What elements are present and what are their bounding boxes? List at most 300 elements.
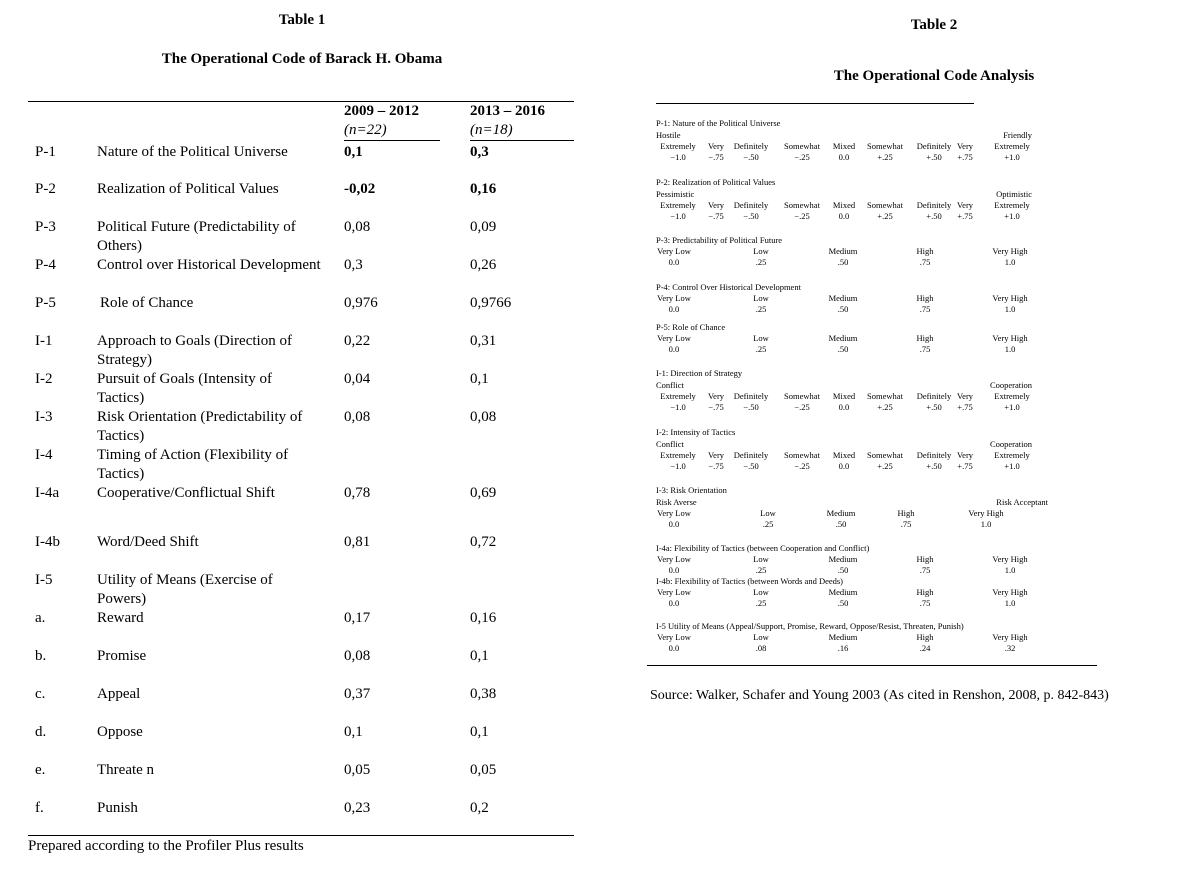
scale-point-value: 0.0 — [668, 257, 680, 267]
scale-point-value: 0.0 — [668, 344, 680, 354]
row-value-2013-2016: 0,31 — [470, 333, 497, 349]
scale-point-value: 0.0 — [838, 461, 850, 471]
scale-point-value: .50 — [837, 598, 849, 608]
scale-row — [656, 141, 1036, 165]
scale-point — [829, 632, 858, 654]
scale-point — [753, 587, 769, 609]
scale-point-label: Definitely — [733, 391, 769, 401]
scale-point-value: −1.0 — [670, 211, 686, 221]
scale-point-label: High — [916, 293, 934, 303]
scale-point-label: Definitely — [733, 450, 769, 460]
scale-row — [656, 554, 1036, 578]
scale-point-value: .32 — [1004, 643, 1016, 653]
scale-point-value: 1.0 — [1004, 565, 1016, 575]
scale-point — [992, 587, 1027, 609]
scale-point-value: −.75 — [708, 402, 724, 412]
right-pole: Risk Acceptant — [996, 497, 1048, 507]
row-code: I-1 — [35, 333, 53, 349]
scale-point-value: .25 — [755, 598, 767, 608]
scale-point — [660, 450, 695, 472]
scale-point-value: −.25 — [794, 211, 810, 221]
scale-point-label: High — [897, 508, 915, 518]
scale-point-value: +1.0 — [1004, 461, 1020, 471]
scale-row — [656, 508, 1036, 532]
row-value-2009-2012: 0,17 — [344, 610, 371, 626]
row-value-2013-2016: 0,38 — [470, 686, 497, 702]
scale-point-value: +.25 — [877, 402, 893, 412]
row-value-2009-2012: 0,1 — [344, 724, 363, 740]
scale-point — [992, 246, 1027, 268]
scale-point — [829, 587, 858, 609]
scale-point-label: Medium — [828, 246, 858, 256]
scale-title: I-5 Utility of Means (Appeal/Support, Promise, Reward, Oppose/Resist, Threaten, Punish) — [656, 621, 964, 631]
row-label: Approach to Goals (Direction of Strategy) — [97, 333, 292, 368]
scale-point-value: +1.0 — [1004, 152, 1020, 162]
scale-point — [657, 333, 691, 355]
scale-point-label: Definitely — [733, 141, 769, 151]
scale-point-label: Very Low — [657, 246, 691, 256]
scale-point — [660, 200, 695, 222]
scale-row — [656, 293, 1036, 317]
row-value-2009-2012: 0,05 — [344, 762, 371, 778]
scale-point-value: 0.0 — [838, 152, 850, 162]
row-code: a. — [35, 610, 46, 626]
scale-point-value: 1.0 — [1004, 304, 1016, 314]
scale-point — [753, 554, 769, 576]
row-value-2009-2012: 0,08 — [344, 219, 371, 235]
table1-col2-n: (n=18) — [470, 122, 513, 138]
row-code: I-2 — [35, 371, 53, 387]
row-label: Control over Historical Development — [97, 257, 321, 273]
right-pole: Cooperation — [989, 439, 1032, 449]
scale-point — [827, 508, 856, 530]
table1-col2-header-rule — [470, 140, 574, 141]
scale-point — [734, 450, 768, 472]
row-code: f. — [35, 800, 44, 816]
row-label: Threate n — [97, 762, 155, 778]
table1-top-rule — [28, 101, 574, 102]
table1-row — [0, 609, 600, 647]
scale-point-label: Low — [753, 587, 769, 597]
scale-point — [708, 141, 724, 163]
right-pole: Cooperation — [989, 380, 1032, 390]
scale-point-value: −.25 — [794, 461, 810, 471]
table1-row — [0, 799, 600, 837]
table1-row — [0, 332, 600, 370]
scale-point — [734, 141, 768, 163]
scale-point — [957, 200, 973, 222]
row-value-2009-2012: 0,3 — [344, 257, 363, 273]
row-label: Pursuit of Goals (Intensity of Tactics) — [97, 371, 272, 406]
row-value-2009-2012: 0,08 — [344, 409, 371, 425]
row-value-2013-2016: 0,09 — [470, 219, 497, 235]
scale-row — [656, 246, 1036, 270]
scale-point — [829, 246, 858, 268]
scale-point-label: Very — [956, 450, 974, 460]
scale-point-value: .75 — [919, 565, 931, 575]
scale-point-value: 0.0 — [668, 565, 680, 575]
scale-point — [917, 450, 951, 472]
scale-point — [784, 450, 820, 472]
table1-row — [0, 484, 600, 522]
row-code: P-5 — [35, 295, 56, 311]
scale-point — [829, 333, 858, 355]
scale-point-label: Very — [707, 141, 725, 151]
scale-point-label: Somewhat — [784, 450, 820, 460]
row-code: P-1 — [35, 144, 56, 160]
scale-point — [992, 333, 1027, 355]
scale-point-label: Very Low — [657, 554, 691, 564]
scale-point — [992, 554, 1027, 576]
row-value-2009-2012: 0,1 — [344, 144, 363, 160]
scale-row — [656, 450, 1036, 474]
scale-point-value: .75 — [919, 257, 931, 267]
scale-point-value: .75 — [919, 344, 931, 354]
table1-row — [0, 408, 600, 446]
row-code: I-4b — [35, 534, 60, 550]
scale-point — [867, 200, 903, 222]
scale-point-value: .16 — [837, 643, 849, 653]
scale-point — [829, 293, 858, 315]
scale-point-label: High — [916, 587, 934, 597]
scale-point — [657, 554, 691, 576]
scale-point-label: Low — [753, 632, 769, 642]
scale-point-label: High — [916, 333, 934, 343]
scale-point-value: .75 — [900, 519, 912, 529]
scale-point — [833, 200, 855, 222]
scale-point-value: 0.0 — [668, 643, 680, 653]
scale-point-value: 0.0 — [838, 402, 850, 412]
table1-col1-n: (n=22) — [344, 122, 387, 138]
scale-point-label: Mixed — [832, 200, 856, 210]
scale-point-label: Very Low — [657, 293, 691, 303]
scale-point-value: .25 — [755, 257, 767, 267]
row-value-2013-2016: 0,16 — [470, 181, 497, 197]
table1-footnote: Prepared according to the Profiler Plus results — [28, 838, 304, 854]
scale-point — [917, 632, 934, 654]
scale-point-label: Extremely — [660, 200, 696, 210]
scale-point-label: Medium — [828, 333, 858, 343]
scale-point-value: −.50 — [743, 152, 759, 162]
table1-subtitle: The Operational Code of Barack H. Obama — [161, 51, 443, 67]
scale-point-label: Extremely — [660, 450, 696, 460]
scale-point-value: 0.0 — [668, 598, 680, 608]
row-label: Oppose — [97, 724, 143, 740]
row-code: P-3 — [35, 219, 56, 235]
scale-point-value: +.50 — [926, 461, 942, 471]
scale-point-label: Definitely — [916, 200, 952, 210]
scale-point-label: Very Low — [657, 587, 691, 597]
table1-row — [0, 761, 600, 799]
row-code: d. — [35, 724, 47, 740]
scale-point-value: .25 — [755, 565, 767, 575]
table1-row — [0, 294, 600, 332]
scale-point-label: Mixed — [832, 450, 856, 460]
row-label: Reward — [97, 610, 144, 626]
scale-point — [867, 450, 903, 472]
table1-row — [0, 218, 600, 256]
scale-point-label: Very Low — [657, 632, 691, 642]
scale-title: P-5: Role of Chance — [656, 322, 726, 332]
scale-point — [829, 554, 858, 576]
scale-title: P-2: Realization of Political Values — [656, 177, 776, 187]
scale-point-label: Low — [753, 246, 769, 256]
scale-point-value: .50 — [837, 304, 849, 314]
row-code: P-4 — [35, 257, 56, 273]
row-value-2009-2012: 0,37 — [344, 686, 371, 702]
table1-row — [0, 533, 600, 571]
row-label: Promise — [97, 648, 147, 664]
scale-point-label: Very High — [992, 554, 1028, 564]
row-label: Utility of Means (Exercise of Powers) — [97, 572, 273, 607]
scale-row — [656, 587, 1036, 611]
row-code: e. — [35, 762, 46, 778]
scale-point-label: Medium — [828, 293, 858, 303]
scale-point — [708, 391, 724, 413]
scale-point-label: Definitely — [916, 141, 952, 151]
row-label: Timing of Action (Flexibility of Tactics) — [97, 447, 289, 482]
scale-point-label: Very High — [992, 632, 1028, 642]
row-label: Political Future (Predictability of Others) — [97, 219, 296, 254]
scale-title: P-4: Control Over Historical Development — [656, 282, 801, 292]
scale-point-label: Somewhat — [867, 391, 903, 401]
scale-title: I-4a: Flexibility of Tactics (between Cooperation and Conflict) — [656, 543, 870, 553]
scale-point — [784, 200, 820, 222]
scale-point — [753, 333, 769, 355]
scale-point-label: Medium — [828, 632, 858, 642]
left-pole: Conflict — [656, 380, 684, 390]
scale-point — [992, 632, 1027, 654]
scale-point-label: Very Low — [657, 333, 691, 343]
scale-point — [753, 293, 769, 315]
scale-point — [917, 391, 951, 413]
scale-point — [734, 200, 768, 222]
scale-point — [898, 508, 915, 530]
scale-point-value: 1.0 — [1004, 257, 1016, 267]
scale-point-value: +1.0 — [1004, 402, 1020, 412]
scale-point-label: Low — [753, 293, 769, 303]
scale-point-label: Low — [753, 554, 769, 564]
scale-point — [917, 587, 934, 609]
scale-point-label: Very — [956, 141, 974, 151]
scale-title: I-1: Direction of Strategy — [656, 368, 743, 378]
row-label: Punish — [97, 800, 138, 816]
row-value-2013-2016: 0,2 — [470, 800, 489, 816]
scale-point-value: .08 — [755, 643, 767, 653]
row-label: Risk Orientation (Predictability of Tactics) — [97, 409, 303, 444]
scale-point — [917, 246, 934, 268]
scale-point-label: Extremely — [994, 450, 1030, 460]
left-pole: Risk Averse — [656, 497, 697, 507]
scale-point — [917, 293, 934, 315]
row-code: c. — [35, 686, 46, 702]
table2-top-rule — [656, 103, 974, 104]
scale-point-value: .25 — [755, 304, 767, 314]
scale-point — [784, 141, 820, 163]
scale-point-label: Medium — [828, 587, 858, 597]
row-label: Realization of Political Values — [97, 181, 279, 197]
scale-point-label: Very High — [992, 587, 1028, 597]
table2-subtitle: The Operational Code Analysis — [833, 68, 1035, 84]
scale-point-value: −1.0 — [670, 402, 686, 412]
scale-point — [657, 293, 691, 315]
left-pole: Pessimistic — [656, 189, 695, 199]
scale-point-label: Medium — [828, 554, 858, 564]
scale-point-label: Definitely — [916, 450, 952, 460]
scale-point — [917, 141, 951, 163]
scale-point-value: −1.0 — [670, 152, 686, 162]
table1-col1-header: 2009 – 2012 — [344, 103, 419, 119]
table1-col1-header-rule — [344, 140, 440, 141]
row-value-2013-2016: 0,26 — [470, 257, 497, 273]
scale-point-label: Extremely — [994, 141, 1030, 151]
scale-point-label: Very — [956, 391, 974, 401]
scale-point-label: Somewhat — [867, 200, 903, 210]
scale-point — [968, 508, 1003, 530]
scale-row — [656, 200, 1036, 224]
row-code: P-2 — [35, 181, 56, 197]
scale-point — [833, 141, 855, 163]
scale-point-label: Somewhat — [784, 141, 820, 151]
scale-point-value: −.50 — [743, 402, 759, 412]
scale-point-label: Mixed — [832, 141, 856, 151]
scale-point — [734, 391, 768, 413]
row-value-2013-2016: 0,9766 — [470, 295, 512, 311]
scale-point-label: Somewhat — [784, 391, 820, 401]
scale-point — [760, 508, 776, 530]
scale-point — [753, 632, 769, 654]
scale-point — [657, 587, 691, 609]
table1-row — [0, 370, 600, 408]
scale-point-label: Very Low — [657, 508, 691, 518]
scale-point-value: .50 — [837, 565, 849, 575]
scale-point-label: Extremely — [660, 141, 696, 151]
row-value-2013-2016: 0,3 — [470, 144, 489, 160]
row-code: b. — [35, 648, 47, 664]
scale-point — [994, 200, 1029, 222]
scale-point-value: −.75 — [708, 461, 724, 471]
row-value-2013-2016: 0,05 — [470, 762, 497, 778]
table1-row — [0, 685, 600, 723]
scale-point-value: 0.0 — [838, 211, 850, 221]
scale-point — [657, 508, 691, 530]
row-value-2009-2012: 0,78 — [344, 485, 371, 501]
row-value-2009-2012: 0,08 — [344, 648, 371, 664]
row-label: Role of Chance — [100, 295, 194, 311]
scale-point-value: +.25 — [877, 461, 893, 471]
row-value-2009-2012: 0,04 — [344, 371, 371, 387]
scale-point-label: Very High — [992, 246, 1028, 256]
row-value-2009-2012: 0,976 — [344, 295, 378, 311]
scale-point — [867, 391, 903, 413]
scale-point-value: −.75 — [708, 152, 724, 162]
scale-point — [708, 450, 724, 472]
scale-point-label: Very High — [968, 508, 1004, 518]
scale-title: I-4b: Flexibility of Tactics (between Words and Deeds) — [656, 576, 844, 586]
scale-point-value: .50 — [835, 519, 847, 529]
row-value-2013-2016: 0,72 — [470, 534, 497, 550]
scale-point — [657, 246, 691, 268]
scale-point-label: Mixed — [832, 391, 856, 401]
table1-row — [0, 256, 600, 294]
table1-bottom-rule — [28, 835, 574, 836]
row-value-2013-2016: 0,69 — [470, 485, 497, 501]
scale-point-label: Very High — [992, 333, 1028, 343]
scale-point-value: −.25 — [794, 402, 810, 412]
scale-point — [994, 141, 1029, 163]
scale-point — [753, 246, 769, 268]
scale-point-value: +1.0 — [1004, 211, 1020, 221]
table1-title: Table 1 — [278, 12, 326, 28]
scale-title: P-1: Nature of the Political Universe — [656, 118, 781, 128]
table1-row — [0, 723, 600, 761]
scale-point-label: Somewhat — [867, 450, 903, 460]
table1-row — [0, 180, 600, 218]
scale-title: I-3: Risk Orientation — [656, 485, 727, 495]
scale-point-label: High — [916, 632, 934, 642]
scale-point — [957, 391, 973, 413]
scale-point-value: 0.0 — [668, 519, 680, 529]
scale-point — [708, 200, 724, 222]
right-pole: Optimistic — [996, 189, 1032, 199]
scale-point-value: +.75 — [957, 402, 973, 412]
row-code: I-5 — [35, 572, 53, 588]
table2-title: Table 2 — [910, 17, 958, 33]
scale-point-value: .25 — [762, 519, 774, 529]
row-code: I-4a — [35, 485, 60, 501]
row-code: I-4 — [35, 447, 53, 463]
scale-point-value: +.50 — [926, 402, 942, 412]
scale-point-value: 0.0 — [668, 304, 680, 314]
scale-point-value: +.75 — [957, 211, 973, 221]
scale-point-value: 1.0 — [1004, 344, 1016, 354]
scale-point-value: .50 — [837, 257, 849, 267]
scale-point — [994, 450, 1029, 472]
scale-point-value: .25 — [755, 344, 767, 354]
table1-col2-header: 2013 – 2016 — [470, 103, 545, 119]
scale-point — [867, 141, 903, 163]
scale-point-value: −.50 — [743, 461, 759, 471]
scale-point-value: .75 — [919, 598, 931, 608]
scale-point — [657, 632, 691, 654]
scale-point — [957, 141, 973, 163]
scale-point — [917, 200, 951, 222]
scale-point-label: Extremely — [994, 391, 1030, 401]
row-code: I-3 — [35, 409, 53, 425]
scale-point-value: −.75 — [708, 211, 724, 221]
scale-point-label: Somewhat — [867, 141, 903, 151]
scale-point-value: +.50 — [926, 211, 942, 221]
table1-row — [0, 143, 600, 181]
scale-point-value: +.75 — [957, 152, 973, 162]
scale-point — [660, 141, 695, 163]
scale-point — [917, 554, 934, 576]
scale-point — [917, 333, 934, 355]
scale-point-label: High — [916, 246, 934, 256]
row-label: Cooperative/Conflictual Shift — [97, 485, 275, 501]
row-value-2013-2016: 0,1 — [470, 648, 489, 664]
scale-point — [833, 450, 855, 472]
scale-point-value: −.25 — [794, 152, 810, 162]
table1-row — [0, 446, 600, 484]
scale-point — [833, 391, 855, 413]
scale-point-label: Definitely — [916, 391, 952, 401]
scale-point — [994, 391, 1029, 413]
scale-point-label: Very — [707, 391, 725, 401]
row-label: Appeal — [97, 686, 141, 702]
scale-point-label: High — [916, 554, 934, 564]
scale-point-value: +.50 — [926, 152, 942, 162]
